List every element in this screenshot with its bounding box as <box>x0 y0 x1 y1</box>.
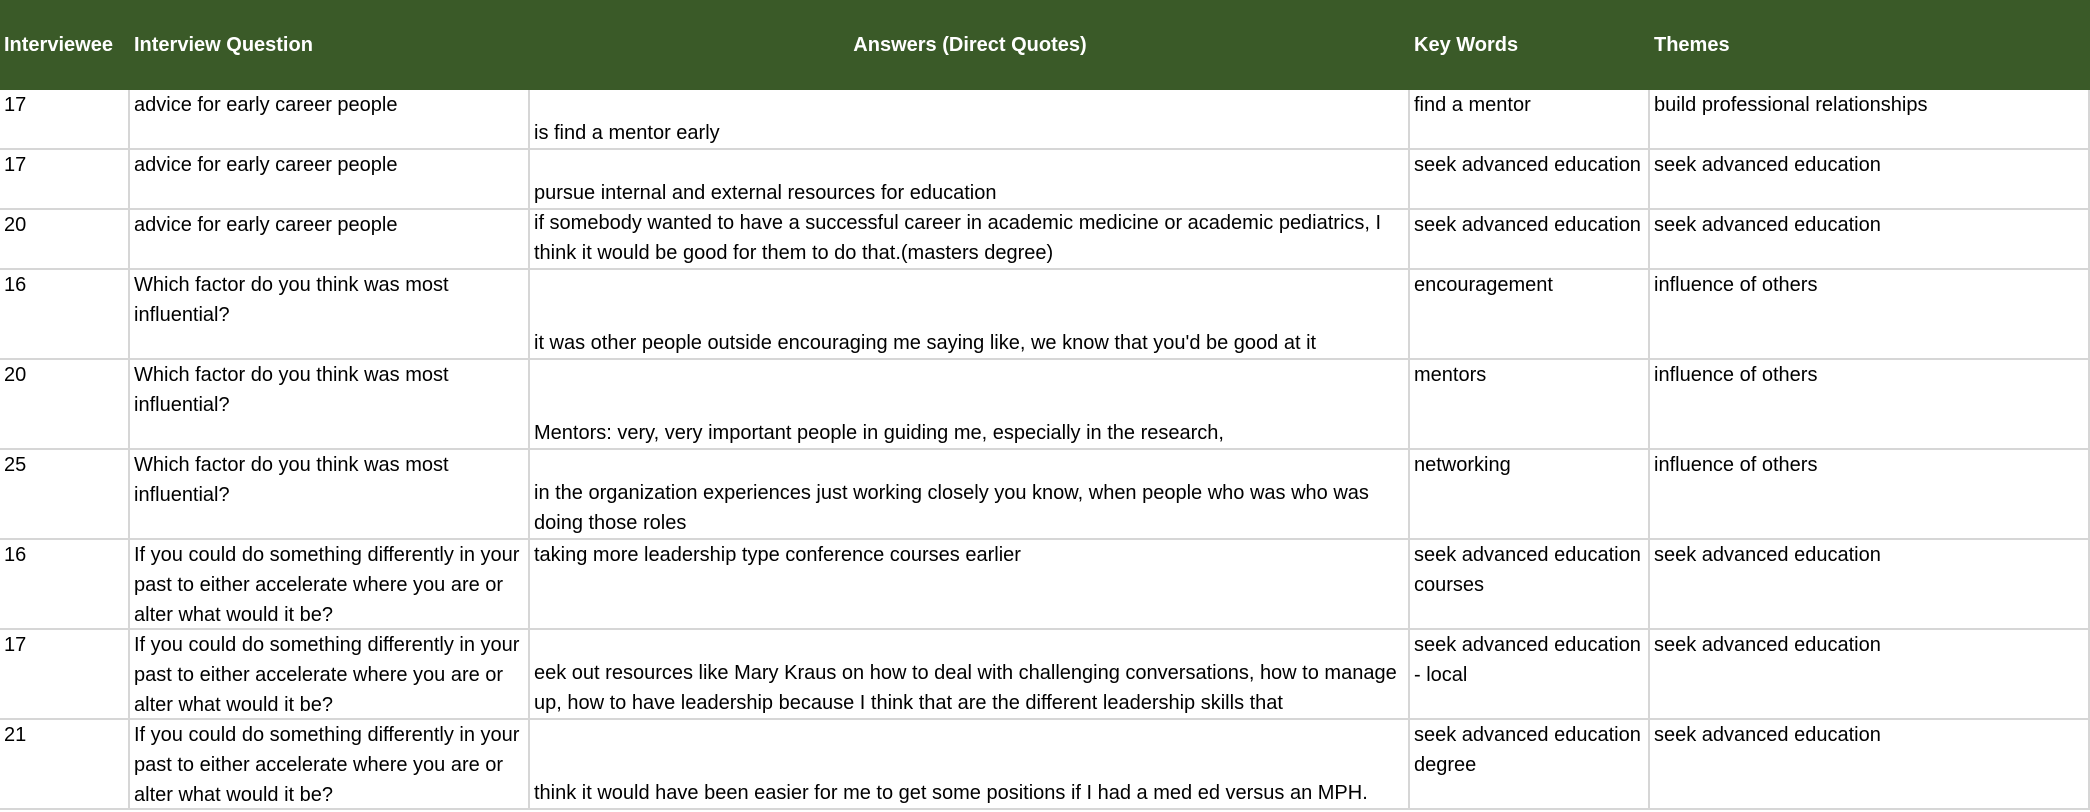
keywords-cell[interactable]: encouragement <box>1410 270 1650 358</box>
answer-cell[interactable] <box>530 150 1410 208</box>
answer-text: in the organization experiences just working closely you know, when people who was who was doing those roles <box>534 482 1369 534</box>
theme-cell[interactable]: influence of others <box>1650 270 2090 358</box>
answer-text: eek out resources like Mary Kraus on how to deal with challenging conversations, how to manage up, how to have leadership because I think that are the different leadership skills that <box>534 662 1397 714</box>
interviewee-cell[interactable]: 25 <box>0 450 130 538</box>
question-cell[interactable]: advice for early career people <box>130 150 530 208</box>
theme-cell[interactable]: seek advanced education <box>1650 720 2090 808</box>
table-row <box>0 540 2090 630</box>
keywords-cell[interactable]: networking <box>1410 450 1650 538</box>
answer-text: Mentors: very, very important people in guiding me, especially in the research, <box>534 422 1224 444</box>
keywords-cell[interactable]: seek advanced education <box>1410 150 1650 208</box>
answer-cell[interactable] <box>530 210 1410 268</box>
header-interview-question[interactable]: Interview Question <box>134 34 313 56</box>
table-row <box>0 720 2090 810</box>
answer-text: is find a mentor early <box>534 122 720 144</box>
header-key-words[interactable]: Key Words <box>1414 34 1519 56</box>
answer-cell[interactable] <box>530 450 1410 538</box>
table-row <box>0 270 2090 360</box>
table-row <box>0 360 2090 450</box>
keywords-cell[interactable]: find a mentor <box>1410 90 1650 148</box>
table-row <box>0 630 2090 720</box>
question-cell[interactable]: If you could do something differently in your past to either accelerate where you are or alter what would it be? <box>130 720 530 808</box>
answer-text: it was other people outside encouraging me saying like, we know that you'd be good at it <box>534 332 1317 354</box>
interviewee-cell[interactable]: 21 <box>0 720 130 808</box>
interviewee-cell[interactable]: 20 <box>0 360 130 448</box>
interviewee-cell[interactable]: 17 <box>0 90 130 148</box>
interviewee-cell[interactable]: 16 <box>0 270 130 358</box>
question-cell[interactable]: advice for early career people <box>130 210 530 268</box>
table-row <box>0 90 2090 150</box>
interviewee-cell[interactable]: 17 <box>0 630 130 718</box>
answer-cell[interactable] <box>530 540 1410 628</box>
keywords-cell[interactable]: seek advanced education courses <box>1410 540 1650 628</box>
question-cell[interactable]: Which factor do you think was most influential? <box>130 360 530 448</box>
theme-cell[interactable]: build professional relationships <box>1650 90 2090 148</box>
keywords-cell[interactable]: seek advanced education degree <box>1410 720 1650 808</box>
answer-text: taking more leadership type conference courses earlier <box>534 544 1021 566</box>
keywords-cell[interactable]: seek advanced education <box>1410 210 1650 268</box>
answer-cell[interactable] <box>530 90 1410 148</box>
question-cell[interactable]: Which factor do you think was most influential? <box>130 450 530 538</box>
table-row <box>0 450 2090 540</box>
theme-cell[interactable]: seek advanced education <box>1650 210 2090 268</box>
interviewee-cell[interactable]: 16 <box>0 540 130 628</box>
question-cell[interactable]: If you could do something differently in your past to either accelerate where you are or alter what would it be? <box>130 540 530 628</box>
keywords-cell[interactable]: seek advanced education - local <box>1410 630 1650 718</box>
question-cell[interactable]: advice for early career people <box>130 90 530 148</box>
interviewee-cell[interactable]: 20 <box>0 210 130 268</box>
answer-text: pursue internal and external resources for education <box>534 182 997 204</box>
question-cell[interactable]: Which factor do you think was most influential? <box>130 270 530 358</box>
theme-cell[interactable]: influence of others <box>1650 360 2090 448</box>
keywords-cell[interactable]: mentors <box>1410 360 1650 448</box>
header-themes[interactable]: Themes <box>1654 34 1730 56</box>
answer-text: think it would have been easier for me to get some positions if I had a med ed versus an MPH. <box>534 782 1368 804</box>
answer-cell[interactable] <box>530 720 1410 808</box>
theme-cell[interactable]: seek advanced education <box>1650 540 2090 628</box>
theme-cell[interactable]: influence of others <box>1650 450 2090 538</box>
answer-text: if somebody wanted to have a successful career in academic medicine or academic pediatrics, I think it would be good for them to do that.(masters degree) <box>534 212 1382 264</box>
interviewee-cell[interactable]: 17 <box>0 150 130 208</box>
header-answers[interactable]: Answers (Direct Quotes) <box>853 34 1087 56</box>
header-interviewee[interactable]: Interviewee <box>4 34 113 56</box>
question-cell[interactable]: If you could do something differently in your past to either accelerate where you are or alter what would it be? <box>130 630 530 718</box>
answer-cell[interactable] <box>530 360 1410 448</box>
table-row <box>0 210 2090 270</box>
table-row <box>0 150 2090 210</box>
answer-cell[interactable] <box>530 270 1410 358</box>
answer-cell[interactable] <box>530 630 1410 718</box>
theme-cell[interactable]: seek advanced education <box>1650 630 2090 718</box>
header-row <box>0 0 2090 90</box>
theme-cell[interactable]: seek advanced education <box>1650 150 2090 208</box>
